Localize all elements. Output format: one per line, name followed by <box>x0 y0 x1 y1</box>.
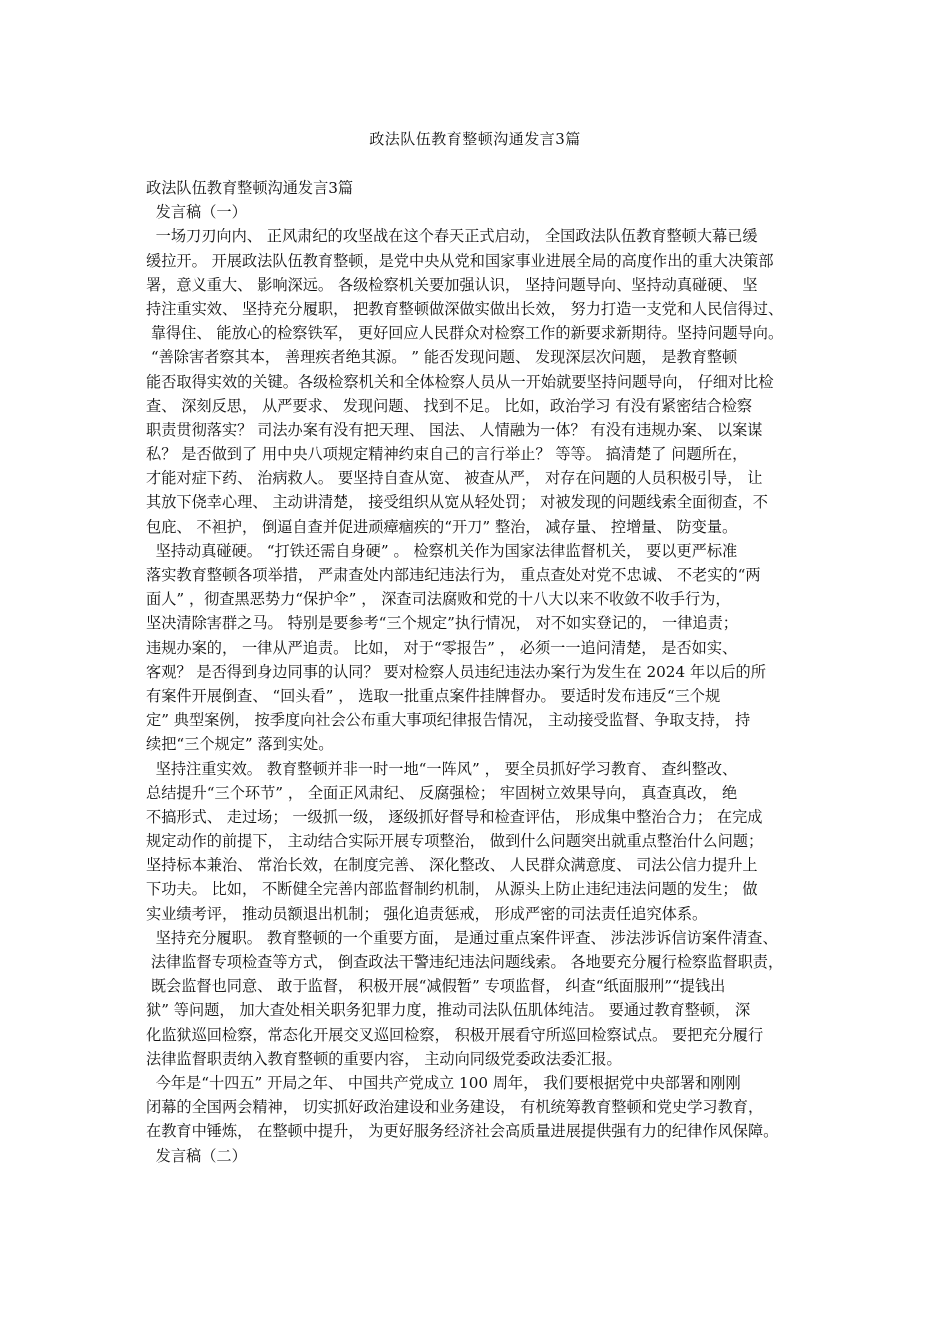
text-line: 法律监督专项检查等方式， 倒查政法干警违纪违法问题线索。 各地要充分履行检察监督职责， <box>146 953 784 971</box>
text-line: 持注重实效、 坚持充分履职， 把教育整顿做深做实做出长效， 努力打造一支党和人民信得过、 <box>146 299 784 318</box>
text-line: 今年是“十四五” 开局之年、 中国共产党成立 100 周年， 我们要根据党中央部署和刚刚 <box>146 1073 741 1092</box>
text-line: 闭幕的全国两会精神， 切实抓好政治建设和业务建设， 有机统筹教育整顿和党史学习教育， <box>146 1098 764 1117</box>
document-subtitle: 政法队伍教育整顿沟通发言3篇 <box>146 179 354 197</box>
text-line: 坚持标本兼治、 常治长效，在制度完善、 深化整改、 人民群众满意度、 司法公信力提升上 <box>146 856 758 875</box>
text-line: 发言稿（一） <box>146 203 247 222</box>
text-line: 私？ 是否做到了 用中央八项规定精神约束自己的言行举止？ 等等。 搞清楚了 问题所在， <box>146 445 748 464</box>
document-title: 政法队伍教育整顿沟通发言3篇 <box>369 130 581 148</box>
text-line: 法律监督职责纳入教育整顿的重要内容， 主动向同级党委政法委汇报。 <box>146 1049 622 1068</box>
text-line: 有案件开展倒查、 “回头看” ， 选取一批重点案件挂牌督办。 要适时发布违反“三个规 <box>146 686 721 705</box>
text-line: 狱” 等问题， 加大查处相关职务犯罪力度，推动司法队伍肌体纯洁。 要通过教育整顿， 深 <box>146 1001 751 1020</box>
text-line: 一场刀刃向内、 正风肃纪的攻坚战在这个春天正式启动， 全国政法队伍教育整顿大幕已缓 <box>146 227 758 246</box>
text-line: 署，意义重大、 影响深远。 各级检察机关要加强认识， 坚持问题导向、坚持动真碰硬、 坚 <box>146 275 758 294</box>
text-line: 定” 典型案例， 按季度向社会公布重大事项纪律报告情况， 主动接受监督、争取支持， 持 <box>146 711 751 730</box>
text-line: 下功夫。 比如， 不断健全完善内部监督制约机制， 从源头上防止违纪违法问题的发生； 做 <box>146 880 758 899</box>
text-line: 既会监督也同意、 敢于监督， 积极开展“减假暂” 专项监督， 纠查“纸面服刑”“提钱出 <box>146 977 726 996</box>
text-line: 不搞形式、 走过场； 一级抓一级， 逐级抓好督导和检查评估， 形成集中整治合力； 在完成 <box>146 807 763 826</box>
text-line: 靠得住、 能放心的检察铁军， 更好回应人民群众对检察工作的新要求新期待。坚持问题导向。 <box>146 324 784 343</box>
text-line: 包庇、 不袒护， 倒逼自查并促进顽瘴痼疾的“开刀” 整治， 减存量、 控增量、 防变量。 <box>146 517 738 536</box>
text-line: 才能对症下药、 治病救人。 要坚持自查从宽、 被查从严， 对存在问题的人员积极引导， 让 <box>146 469 763 488</box>
text-line: 查、 深刻反思， 从严要求、 发现问题、 找到不足。 比如，政治学习 有没有紧密结合检察 <box>146 396 753 415</box>
text-line: 违规办案的， 一律从严追责。 比如， 对于“零报告” ， 必须一一追问清楚， 是否如实、 <box>146 638 738 657</box>
text-line: 坚持充分履职。 教育整顿的一个重要方面， 是通过重点案件评查、 涉法涉诉信访案件清查、 <box>146 928 778 947</box>
text-line: 续把“三个规定” 落到实处。 <box>146 735 334 754</box>
text-line: 坚持动真碰硬。 “打铁还需自身硬” 。 检察机关作为国家法律监督机关， 要以更严标准 <box>146 541 738 560</box>
text-line: 化监狱巡回检察，常态化开展交叉巡回检察， 积极开展看守所巡回检察试点。 要把充分履行 <box>146 1025 764 1044</box>
text-line: 坚决清除害群之马。 特别是要参考“三个规定”执行情况， 对不如实登记的， 一律追责； <box>146 614 738 633</box>
text-line: 职责贯彻落实？ 司法办案有没有把天理、 国法、 人情融为一体？ 有没有违规办案、 以案谋 <box>146 420 763 439</box>
text-line: 面人” ，彻查黑恶势力“保护伞” ， 深查司法腐败和党的十八大以来不收敛不收手行为， <box>146 590 731 609</box>
text-line: 发言稿（二） <box>146 1146 247 1165</box>
text-line: 实业绩考评， 推动员额退出机制； 强化追责惩戒， 形成严密的司法责任追究体系。 <box>146 904 708 923</box>
text-line: 客观？ 是否得到身边同事的认同？ 要对检察人员违纪违法办案行为发生在 2024 年以后的所 <box>146 662 766 681</box>
text-line: 规定动作的前提下， 主动结合实际开展专项整治， 做到什么问题突出就重点整治什么问题； <box>146 832 764 851</box>
text-line: 落实教育整顿各项举措， 严肃查处内部违纪违法行为， 重点查处对党不忠诚、 不老实的“两 <box>146 566 761 584</box>
text-line: 能否取得实效的关键。各级检察机关和全体检察人员从一开始就要坚持问题导向， 仔细对比检 <box>146 372 774 391</box>
text-line: 其放下侥幸心理、 主动讲清楚， 接受组织从宽从轻处罚； 对被发现的问题线索全面彻查，不 <box>146 493 768 512</box>
text-line: 坚持注重实效。 教育整顿并非一时一地“一阵风” ， 要全员抓好学习教育、 查纠整改、 <box>146 759 738 778</box>
document-body <box>146 176 810 1168</box>
text-line: “善除害者察其本， 善理疾者绝其源。 ” 能否发现问题、 发现深层次问题， 是教育整顿 <box>146 348 738 367</box>
text-line: 总结提升“三个环节” ， 全面正风肃纪、 反腐强检； 牢固树立效果导向， 真查真改， 绝 <box>146 783 738 802</box>
text-line: 在教育中锤炼， 在整顿中提升， 为更好服务经济社会高质量进展提供强有力的纪律作风保障。 <box>146 1122 779 1141</box>
text-line: 缓拉开。 开展政法队伍教育整顿，是党中央从党和国家事业进展全局的高度作出的重大决策部 <box>146 251 774 270</box>
